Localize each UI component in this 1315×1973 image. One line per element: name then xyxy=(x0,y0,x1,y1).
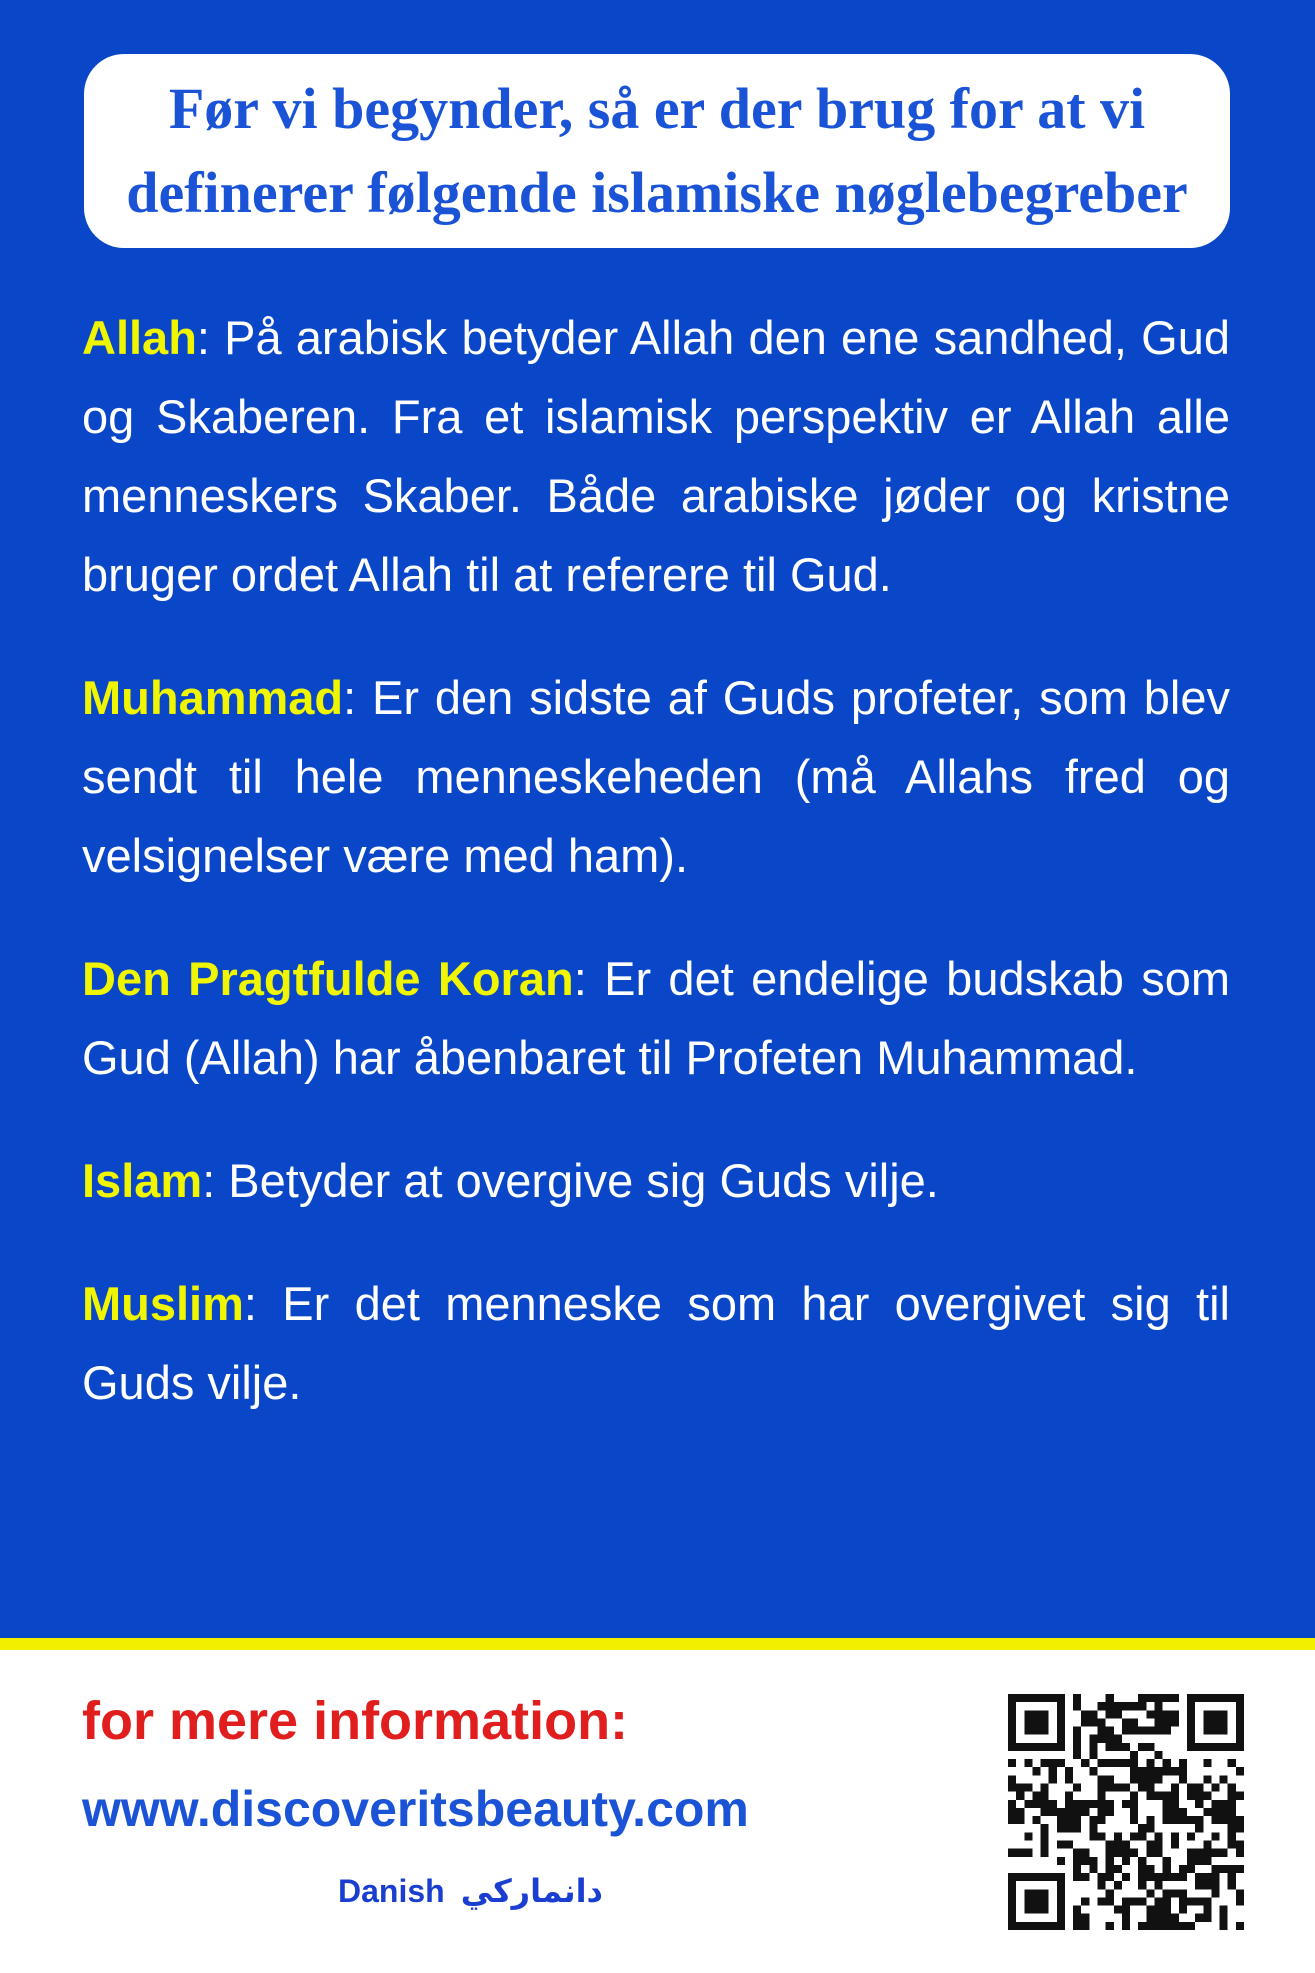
definition-text: : Er det endelige budskab som Gud (Allah) har åbenbaret til Profeten Muhammad. xyxy=(82,952,1231,1084)
language-english: Danish xyxy=(338,1873,445,1909)
definition-islam xyxy=(82,1141,1230,1220)
definition-koran xyxy=(82,939,1230,1097)
footer xyxy=(0,1650,1315,1973)
qr-code-icon[interactable] xyxy=(1008,1694,1244,1930)
website-link[interactable]: www.discoveritsbeauty.com xyxy=(82,1781,749,1837)
definition-muslim xyxy=(82,1264,1230,1422)
term-muhammad: Muhammad xyxy=(82,671,344,724)
footer-divider xyxy=(0,1638,1315,1650)
definition-allah xyxy=(82,298,1230,614)
term-islam: Islam xyxy=(82,1154,203,1207)
qr-code-graphic xyxy=(1008,1694,1244,1930)
language-label xyxy=(338,1872,603,1910)
term-muslim: Muslim xyxy=(82,1277,244,1330)
definition-text: : På arabisk betyder Allah den ene sandhed, Gud og Skaberen. Fra et islamisk perspektiv er Allah alle menneskers Skaber. Både arabiske jøder og kristne bruger ordet Allah til at referere til Gud. xyxy=(82,311,1230,601)
definition-muhammad xyxy=(82,658,1230,895)
header-line-1: Før vi begynder, så er der brug for at vi xyxy=(168,76,1146,141)
term-allah: Allah xyxy=(82,311,197,364)
definition-text: : Er den sidste af Guds profeter, som blev sendt til hele menneskeheden (må Allahs fred og velsignelser være med ham). xyxy=(82,671,1230,882)
header-banner xyxy=(84,54,1230,248)
definition-text: : Betyder at overgive sig Guds vilje. xyxy=(202,1154,939,1207)
more-info-heading: for mere information: xyxy=(82,1691,629,1751)
term-koran: Den Pragtfulde Koran xyxy=(82,952,574,1005)
definition-text: : Er det menneske som har overgivet sig til Guds vilje. xyxy=(82,1277,1230,1409)
language-arabic: دانماركي xyxy=(460,1872,603,1910)
header-line-2: definerer følgende islamiske nøglebegreber xyxy=(126,160,1188,225)
definitions-list xyxy=(82,298,1230,1466)
